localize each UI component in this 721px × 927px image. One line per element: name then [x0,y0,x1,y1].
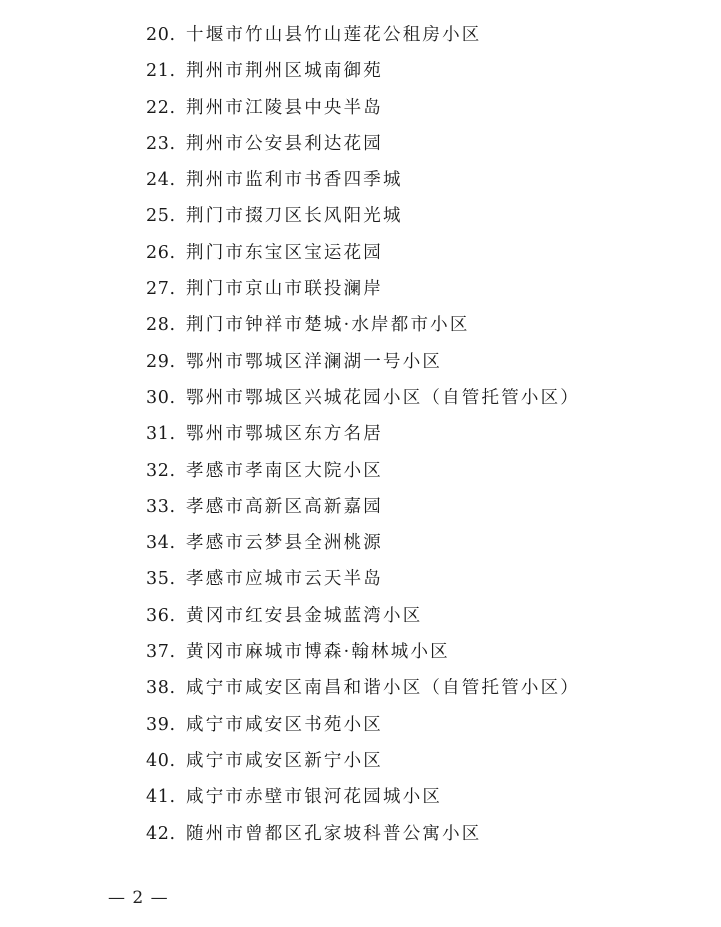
list-item [146,20,580,56]
list-item-number: 22. [146,97,176,118]
list-item-text: 荆州市荆州区城南御苑 [186,61,383,82]
list-item-number: 21. [146,61,176,82]
list-item-number: 42. [146,823,176,844]
list-item-text: 咸宁市咸安区南昌和谐小区（自管托管小区） [186,678,580,699]
list-item [146,564,580,600]
list-item [146,238,580,274]
list-item-number: 39. [146,714,176,735]
list-item-text: 鄂州市鄂城区洋澜湖一号小区 [186,351,443,372]
list-item-number: 25. [146,206,176,227]
list-item [146,710,580,746]
list-item-text: 孝感市高新区高新嘉园 [186,496,383,517]
list-item-text: 咸宁市咸安区书苑小区 [186,714,383,735]
list-item-number: 20. [146,25,176,45]
list-item-text: 咸宁市咸安区新宁小区 [186,750,383,771]
list-item-number: 30. [146,387,176,408]
list-item-number: 34. [146,533,176,554]
list-item-text: 孝感市孝南区大院小区 [186,460,383,481]
list-item [146,492,580,528]
list-item [146,93,580,129]
list-item [146,528,580,564]
list-item [146,56,580,92]
list-item-text: 随州市曾都区孔家坡科普公寓小区 [186,823,482,844]
list-item-text: 荆门市掇刀区长风阳光城 [186,206,403,227]
list-item-number: 40. [146,750,176,771]
list-item-number: 37. [146,642,176,663]
list-item-number: 26. [146,242,176,263]
list-item-text: 孝感市云梦县全洲桃源 [186,533,383,554]
list-item-text: 荆门市京山市联投澜岸 [186,279,383,300]
list-item [146,165,580,201]
list-item [146,347,580,383]
page-number: — 2 — [108,888,169,908]
list-item-number: 31. [146,424,176,445]
list-item [146,673,580,709]
list-item [146,782,580,818]
list-item-text: 鄂州市鄂城区东方名居 [186,424,383,445]
list-item [146,383,580,419]
list-item [146,456,580,492]
list-item-number: 28. [146,315,176,336]
list-item-text: 孝感市应城市云天半岛 [186,569,383,590]
list-item-text: 鄂州市鄂城区兴城花园小区（自管托管小区） [186,387,580,408]
list-item-number: 38. [146,678,176,699]
list-item-text: 咸宁市赤壁市银河花园城小区 [186,787,443,808]
list-item-number: 27. [146,279,176,300]
list-item-text: 黄冈市红安县金城蓝湾小区 [186,605,423,626]
list-item-number: 32. [146,460,176,481]
list-item-text: 荆门市东宝区宝运花园 [186,242,383,263]
list-item-number: 36. [146,605,176,626]
list-item [146,819,580,855]
list-item-number: 33. [146,496,176,517]
list-item-number: 41. [146,787,176,808]
list-item [146,601,580,637]
list-item-number: 29. [146,351,176,372]
list-item [146,274,580,310]
list-item-text: 黄冈市麻城市博森·翰林城小区 [186,642,450,663]
list-item [146,201,580,237]
list-item-text: 十堰市竹山县竹山莲花公租房小区 [186,25,482,45]
list-item [146,310,580,346]
list-item [146,637,580,673]
list-item-number: 24. [146,170,176,191]
list-item [146,419,580,455]
list-item [146,746,580,782]
residential-community-list [146,20,580,855]
list-item-text: 荆州市监利市书香四季城 [186,170,403,191]
list-item-number: 35. [146,569,176,590]
list-item-number: 23. [146,133,176,154]
list-item [146,129,580,165]
list-item-text: 荆州市公安县利达花园 [186,133,383,154]
list-item-text: 荆州市江陵县中央半岛 [186,97,383,118]
list-item-text: 荆门市钟祥市楚城·水岸都市小区 [186,315,470,336]
